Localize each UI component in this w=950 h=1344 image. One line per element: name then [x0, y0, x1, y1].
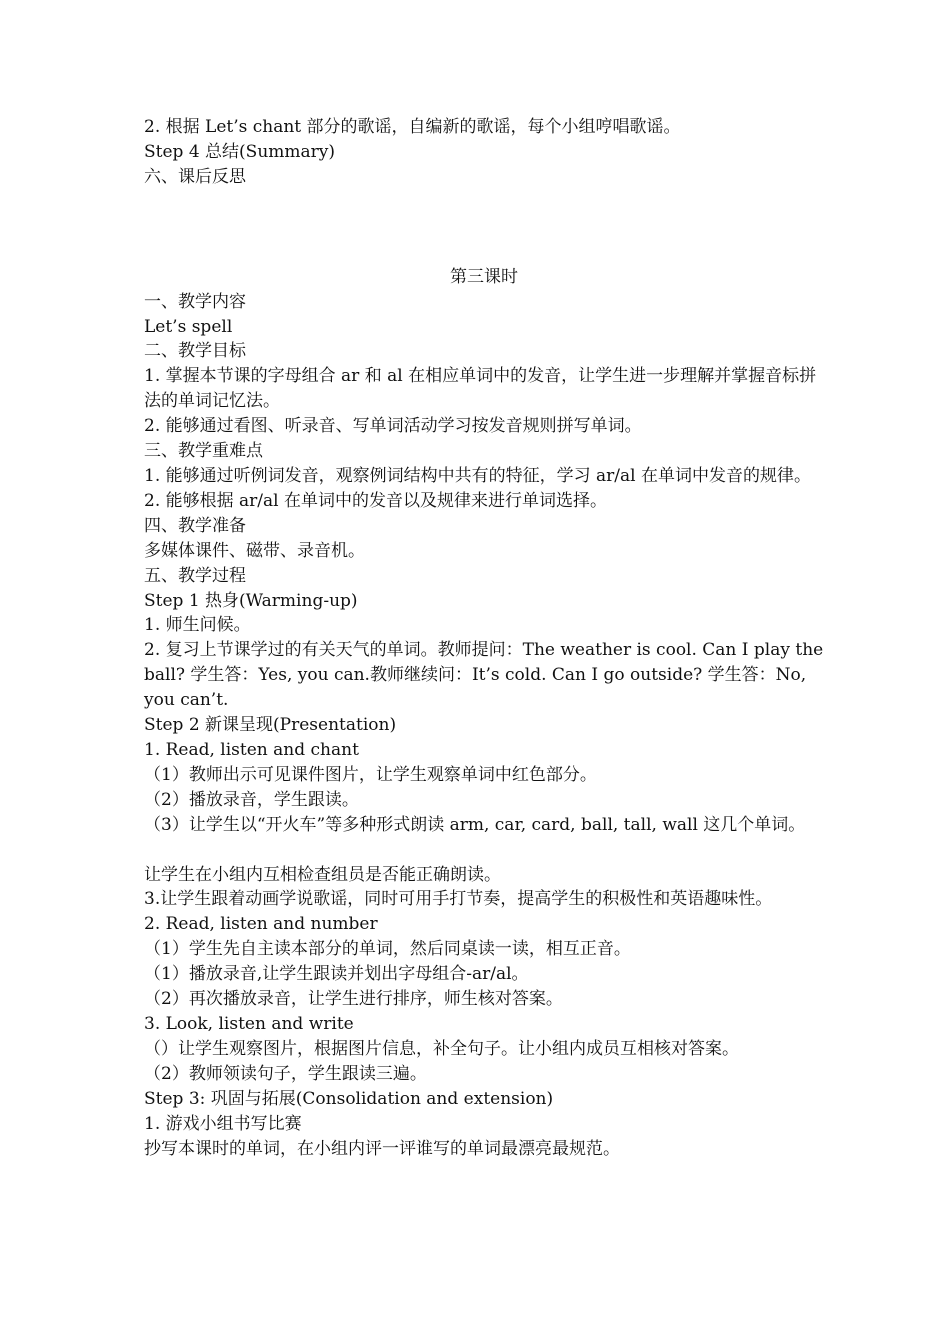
text-line: 1. 游戏小组书写比赛 [144, 1113, 302, 1134]
document-body [144, 115, 824, 1161]
text-line: 抄写本课时的单词，在小组内评一评谁写的单词最漂亮最规范。 [144, 1138, 620, 1159]
lesson-title: 第三课时 [450, 266, 518, 287]
paragraph: 1. 能够通过听例词发音，观察例词结构中共有的特征，学习 ar/al 在单词中发音的规律。 [144, 465, 811, 486]
text-line: 2. Read, listen and number [144, 914, 378, 935]
list-item: （1）播放录音,让学生跟读并划出字母组合-ar/al。 [144, 964, 529, 985]
text-line: 1. 师生问候。 [144, 615, 251, 636]
paragraph: 3.让学生跟着动画学说歌谣，同时可用手打节奏，提高学生的积极性和英语趣味性。 [144, 889, 773, 910]
list-item: （2）教师领读句子，学生跟读三遍。 [144, 1063, 427, 1084]
paragraph: 1. 掌握本节课的字母组合 ar 和 al 在相应单词中的发音，让学生进一步理解并掌握音标拼法的单词记忆法。 [144, 366, 817, 412]
section-heading: 二、教学目标 [144, 341, 246, 362]
section-heading: 四、教学准备 [144, 515, 246, 536]
list-item: （）让学生观察图片，根据图片信息，补全句子。让小组内成员互相核对答案。 [144, 1038, 739, 1059]
text-line: 多媒体课件、磁带、录音机。 [144, 540, 365, 561]
section-heading: 五、教学过程 [144, 565, 246, 586]
list-item: （1）学生先自主读本部分的单词，然后同桌读一读，相互正音。 [144, 939, 631, 960]
step-heading: Step 1 热身(Warming-up) [144, 590, 358, 611]
list-item: （1）教师出示可见课件图片，让学生观察单词中红色部分。 [144, 764, 597, 785]
list-item: （3）让学生以“开火车”等多种形式朗读 arm, car, card, ball, tall, wall 这几个单词。 [144, 814, 806, 835]
text-line: 1. Read, listen and chant [144, 739, 359, 760]
text-line: 2. 能够通过看图、听录音、写单词活动学习按发音规则拼写单词。 [144, 416, 642, 437]
text-line: 2. 能够根据 ar/al 在单词中的发音以及规律来进行单词选择。 [144, 490, 607, 511]
section-heading: 六、课后反思 [144, 166, 246, 187]
list-item: （2）播放录音，学生跟读。 [144, 789, 359, 810]
section-heading: 一、教学内容 [144, 291, 246, 312]
text-line: 2. 根据 Let’s chant 部分的歌谣，自编新的歌谣，每个小组哼唱歌谣。 [144, 117, 681, 137]
text-line: Let’s spell [144, 316, 233, 337]
section-heading: 三、教学重难点 [144, 441, 263, 462]
text-line: 3. Look, listen and write [144, 1014, 354, 1034]
step-heading: Step 4 总结(Summary) [144, 141, 336, 162]
step-heading: Step 3: 巩固与拓展(Consolidation and extension) [144, 1088, 554, 1109]
step-heading: Step 2 新课呈现(Presentation) [144, 715, 397, 736]
list-item: （2）再次播放录音，让学生进行排序，师生核对答案。 [144, 989, 563, 1010]
text-line: 让学生在小组内互相检查组员是否能正确朗读。 [144, 864, 501, 885]
paragraph: 2. 复习上节课学过的有关天气的单词。教师提问：The weather is cool. Can I play the ball? 学生答：Yes, you can.教师继续问：It’s cold. Can I go outside? 学生答：No, you can’t. [144, 640, 824, 711]
